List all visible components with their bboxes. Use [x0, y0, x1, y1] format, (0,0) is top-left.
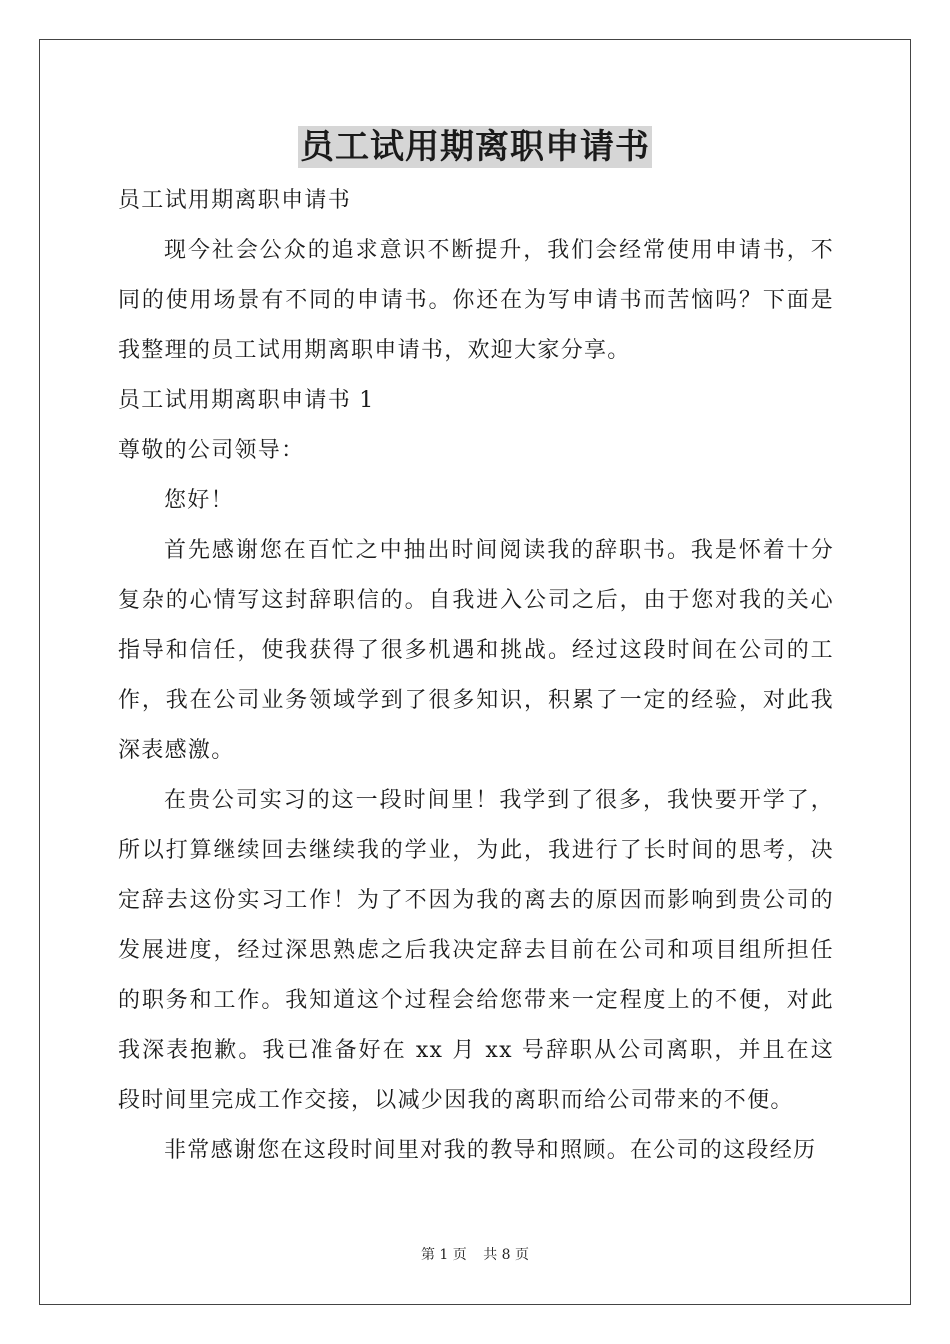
page-total: 共 8 页: [483, 1247, 530, 1263]
body-paragraph-2: 在贵公司实习的这一段时间里！我学到了很多，我快要开学了，所以打算继续回去继续我的学业，为此，我进行了长时间的思考，决定辞去这份实习工作！为了不因为我的离去的原因而影响到贵公司的发展进度，经过深思熟虑之后我决定辞去目前在公司和项目组所担任的职务和工作。我知道这个过程会给您带来一定程度上的不便，对此我深表抱歉。我已准备好在 xx 月 xx 号辞职从公司离职，并且在这段时间里完成工作交接，以减少因我的离职而给公司带来的不便。: [118, 788, 834, 1113]
page-number: 第 1 页: [420, 1247, 467, 1263]
page-footer: [0, 1244, 950, 1264]
greeting: 您好！: [164, 488, 234, 513]
document-title: 员工试用期离职申请书: [300, 127, 650, 167]
title-container: [0, 126, 950, 168]
body-paragraph-1: 首先感谢您在百忙之中抽出时间阅读我的辞职书。我是怀着十分复杂的心情写这封辞职信的。自我进入公司之后，由于您对我的关心指导和信任，使我获得了很多机遇和挑战。经过这段时间在公司的工作，我在公司业务领域学到了很多知识，积累了一定的经验，对此我深表感激。: [118, 538, 834, 763]
salutation: 尊敬的公司领导：: [118, 438, 305, 463]
intro-paragraph: 现今社会公众的追求意识不断提升，我们会经常使用申请书，不同的使用场景有不同的申请书。你还在为写申请书而苦恼吗？下面是我整理的员工试用期离职申请书，欢迎大家分享。: [118, 238, 834, 363]
document-body: [118, 176, 834, 1176]
body-paragraph-3: 非常感谢您在这段时间里对我的教导和照顾。在公司的这段经历: [164, 1138, 817, 1163]
section-heading: 员工试用期离职申请书 1: [118, 388, 375, 413]
document-subtitle: 员工试用期离职申请书: [118, 188, 352, 213]
